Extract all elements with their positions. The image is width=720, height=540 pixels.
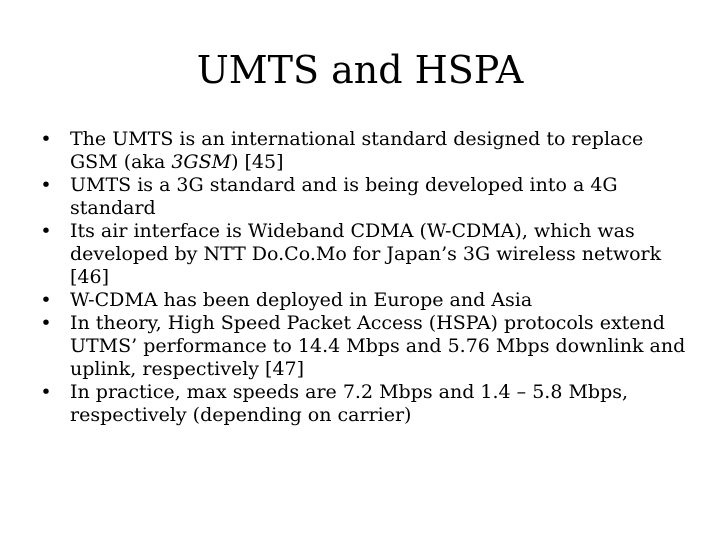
bullet-text-emphasis: 3GSM bbox=[171, 151, 232, 173]
bullet-text bbox=[70, 220, 661, 288]
bullet-item bbox=[36, 289, 696, 312]
bullet-list bbox=[36, 128, 696, 427]
bullet-text-part: W-CDMA has been deployed in Europe and Asia bbox=[70, 289, 533, 311]
bullet-text bbox=[70, 174, 618, 219]
bullet-icon: • bbox=[40, 128, 52, 150]
bullet-item bbox=[36, 220, 696, 289]
bullet-text bbox=[70, 381, 628, 426]
bullet-text bbox=[70, 128, 643, 173]
bullet-text-part: In practice, max speeds are 7.2 Mbps and 1.4 – 5.8 Mbps, respectively (depending on carrier) bbox=[70, 381, 629, 426]
bullet-item bbox=[36, 174, 696, 220]
bullet-text-part: ) [45] bbox=[231, 151, 284, 173]
bullet-text-part: UMTS is a 3G standard and is being developed into a 4G standard bbox=[70, 174, 618, 219]
bullet-icon: • bbox=[40, 312, 52, 334]
bullet-icon: • bbox=[40, 381, 52, 403]
bullet-text bbox=[70, 289, 532, 311]
bullet-text-part: The UMTS is an international standard designed to replace GSM (aka bbox=[70, 128, 644, 173]
bullet-text bbox=[70, 312, 685, 380]
bullet-item bbox=[36, 128, 696, 174]
bullet-icon: • bbox=[40, 289, 52, 311]
bullet-icon: • bbox=[40, 174, 52, 196]
bullet-text-part: In theory, High Speed Packet Access (HSPA) protocols extend UTMS’ performance to 14.4 Mbps and 5.76 Mbps downlink and uplink, respectively [47] bbox=[70, 312, 686, 380]
slide-title: UMTS and HSPA bbox=[196, 48, 524, 92]
bullet-icon: • bbox=[40, 220, 52, 242]
bullet-text-part: Its air interface is Wideband CDMA (W-CDMA), which was developed by NTT Do.Co.Mo for Japan’s 3G wireless network [46] bbox=[70, 220, 662, 288]
bullet-item bbox=[36, 312, 696, 381]
bullet-item bbox=[36, 381, 696, 427]
